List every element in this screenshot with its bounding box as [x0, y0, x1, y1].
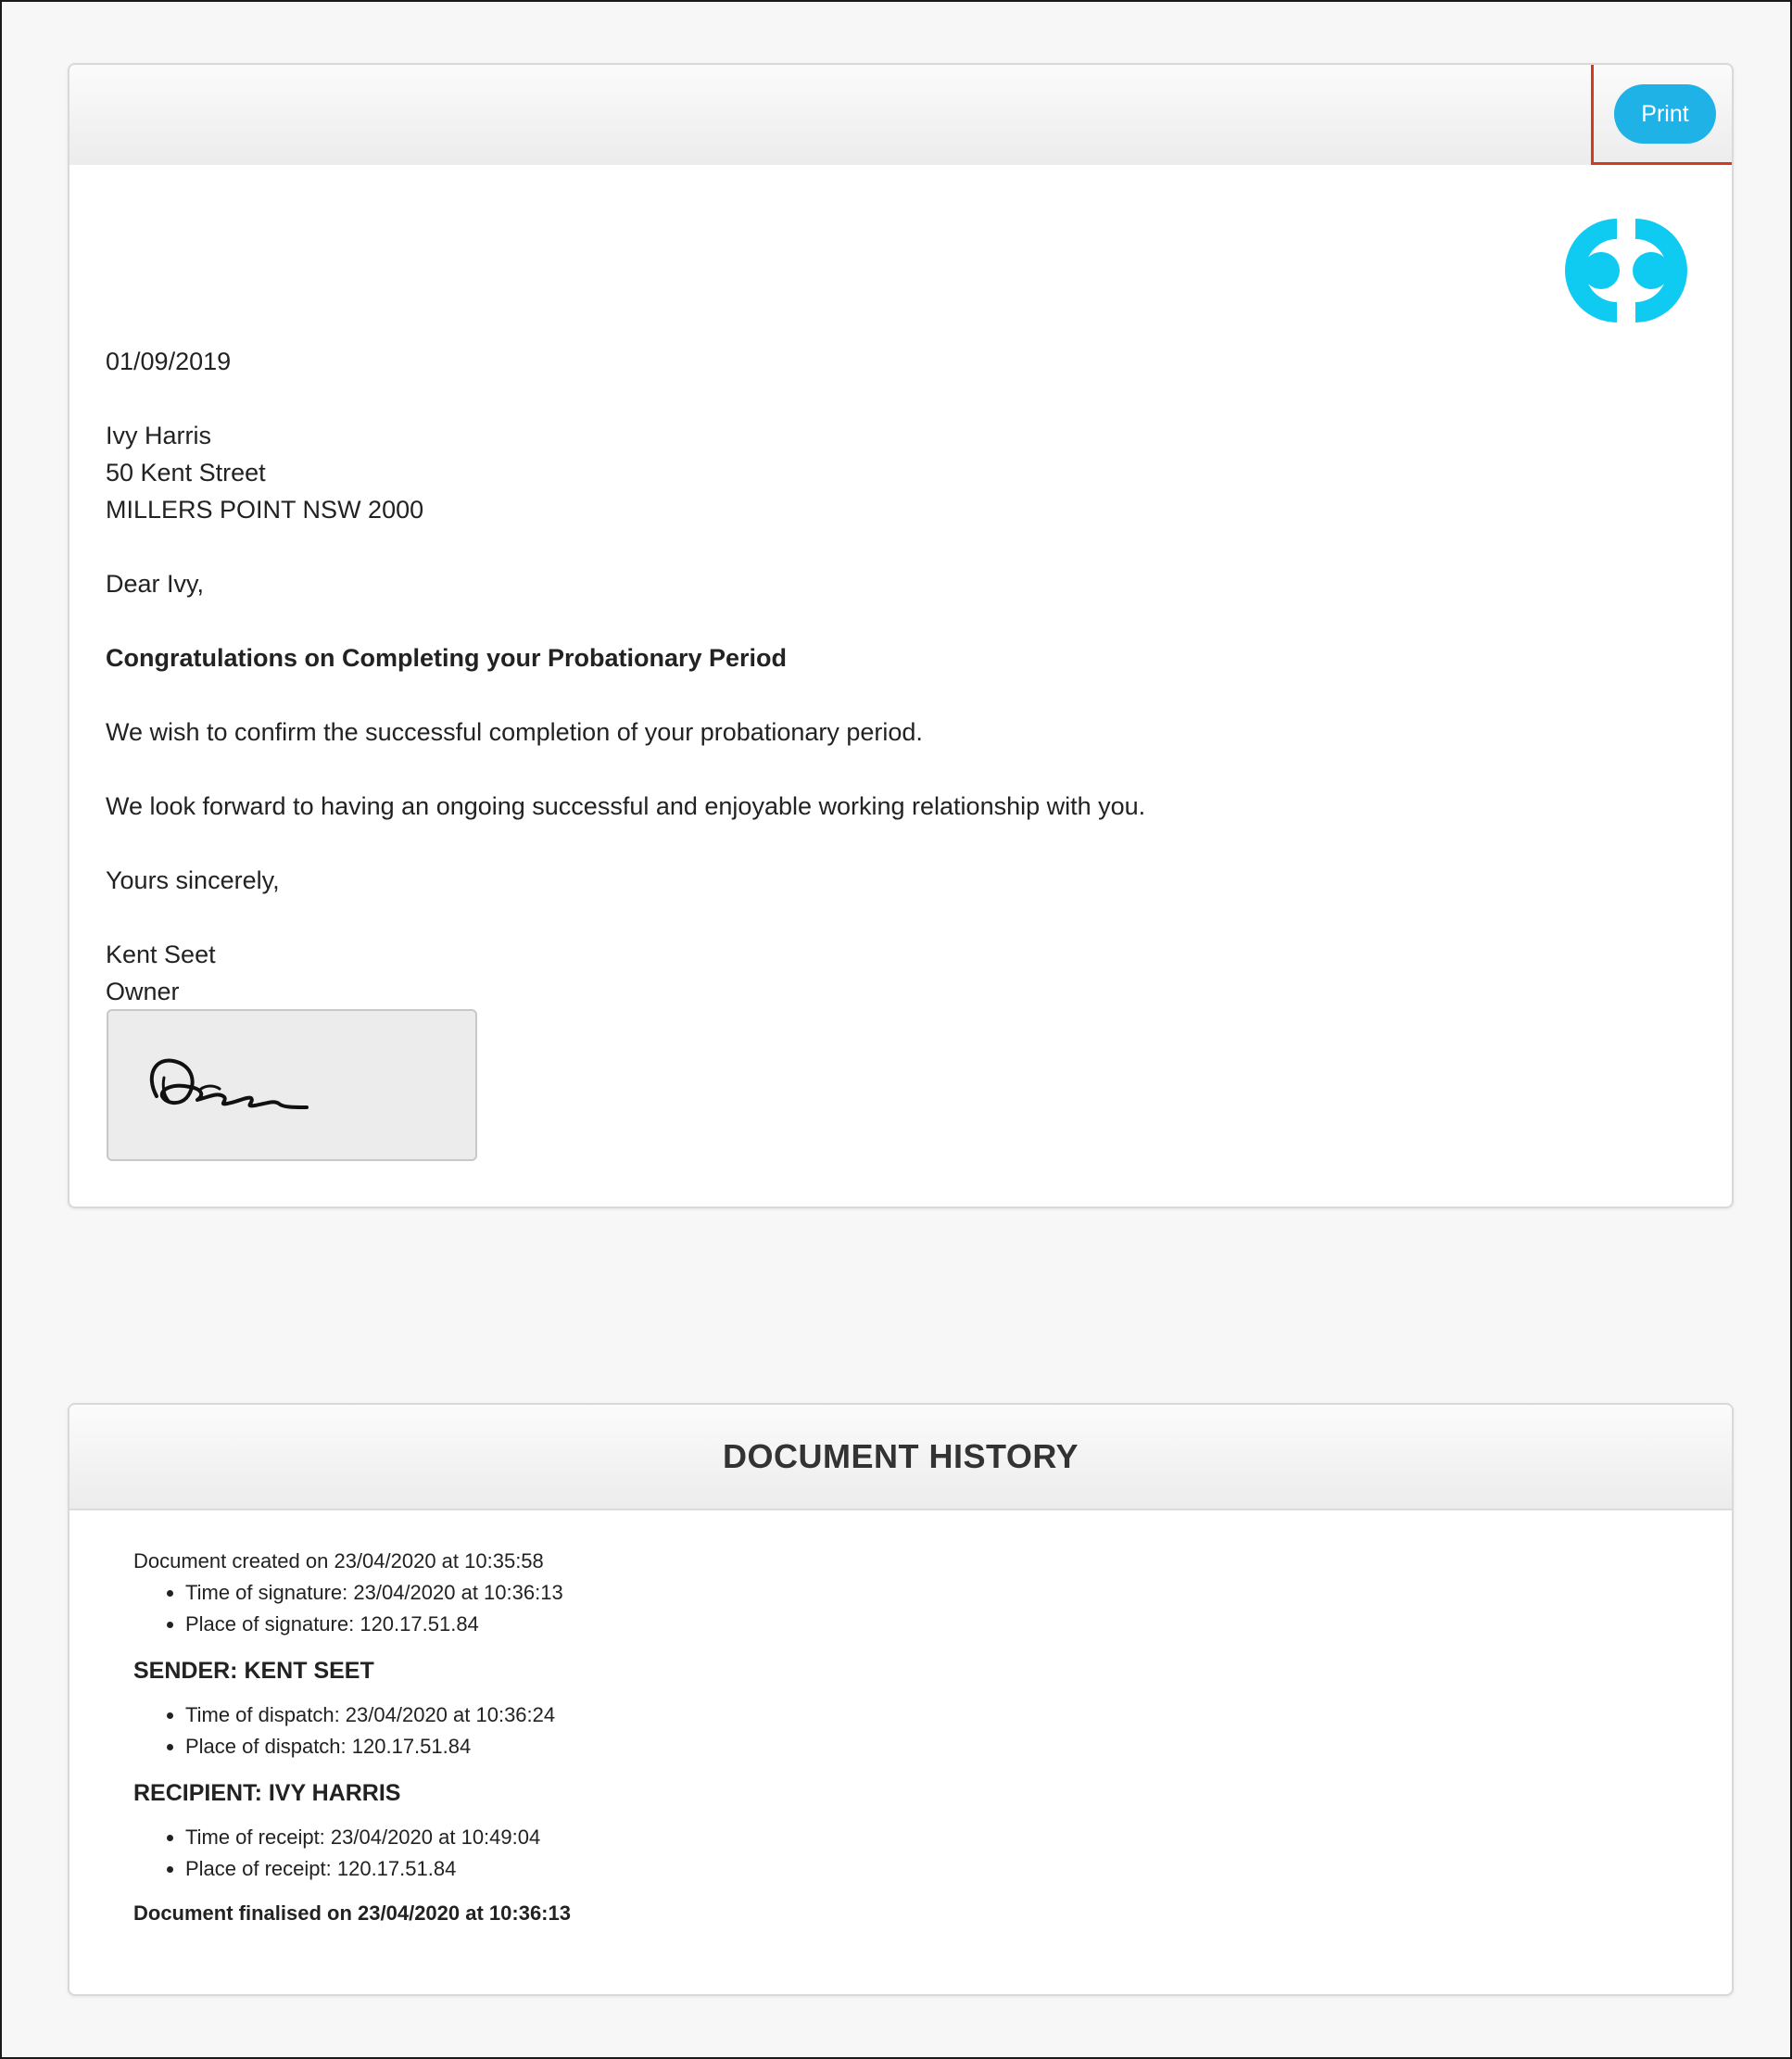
list-item: • Place of dispatch: 120.17.51.84	[185, 1731, 1616, 1762]
recipient-list	[133, 1822, 1616, 1885]
document-history-card	[68, 1403, 1734, 1996]
signer-title: Owner	[106, 978, 180, 1005]
list-item: • Place of signature: 120.17.51.84	[185, 1609, 1616, 1640]
letter-paragraph: We wish to confirm the successful completion of your probationary period.	[106, 718, 923, 746]
letter-date: 01/09/2019	[106, 347, 232, 375]
print-button-highlight	[1591, 63, 1734, 165]
recipient-locality: MILLERS POINT NSW 2000	[106, 496, 424, 524]
letter-body	[106, 343, 1588, 1010]
history-created: Document created on 23/04/2020 at 10:35:58	[133, 1549, 544, 1573]
recipient-heading: RECIPIENT: IVY HARRIS	[133, 1780, 401, 1806]
sender-list	[133, 1699, 1616, 1762]
signer-name: Kent Seet	[106, 941, 216, 968]
history-finalised: Document finalised on 23/04/2020 at 10:36:13	[133, 1901, 571, 1925]
creation-list	[133, 1577, 1616, 1640]
recipient-name: Ivy Harris	[106, 422, 211, 449]
list-item: • Time of dispatch: 23/04/2020 at 10:36:24	[185, 1699, 1616, 1731]
list-item: • Time of signature: 23/04/2020 at 10:36:13	[185, 1577, 1616, 1609]
letter-card	[68, 63, 1734, 1208]
signature-box	[107, 1009, 477, 1161]
letter-subject: Congratulations on Completing your Probationary Period	[106, 644, 788, 672]
letter-paragraph: We look forward to having an ongoing successful and enjoyable working relationship with you.	[106, 792, 1146, 820]
letter-closing: Yours sincerely,	[106, 866, 280, 894]
handwritten-signature	[108, 1011, 479, 1163]
list-item: • Place of receipt: 120.17.51.84	[185, 1853, 1616, 1885]
print-button[interactable]: Print	[1614, 84, 1716, 144]
sender-heading: SENDER: KENT SEET	[133, 1658, 374, 1684]
history-body	[133, 1546, 1616, 1929]
brand-logo-icon	[1561, 206, 1691, 335]
list-item: • Time of receipt: 23/04/2020 at 10:49:04	[185, 1822, 1616, 1853]
recipient-street: 50 Kent Street	[106, 459, 266, 486]
letter-toolbar	[69, 65, 1732, 165]
history-title: DOCUMENT HISTORY	[69, 1405, 1732, 1510]
salutation: Dear Ivy,	[106, 570, 205, 598]
